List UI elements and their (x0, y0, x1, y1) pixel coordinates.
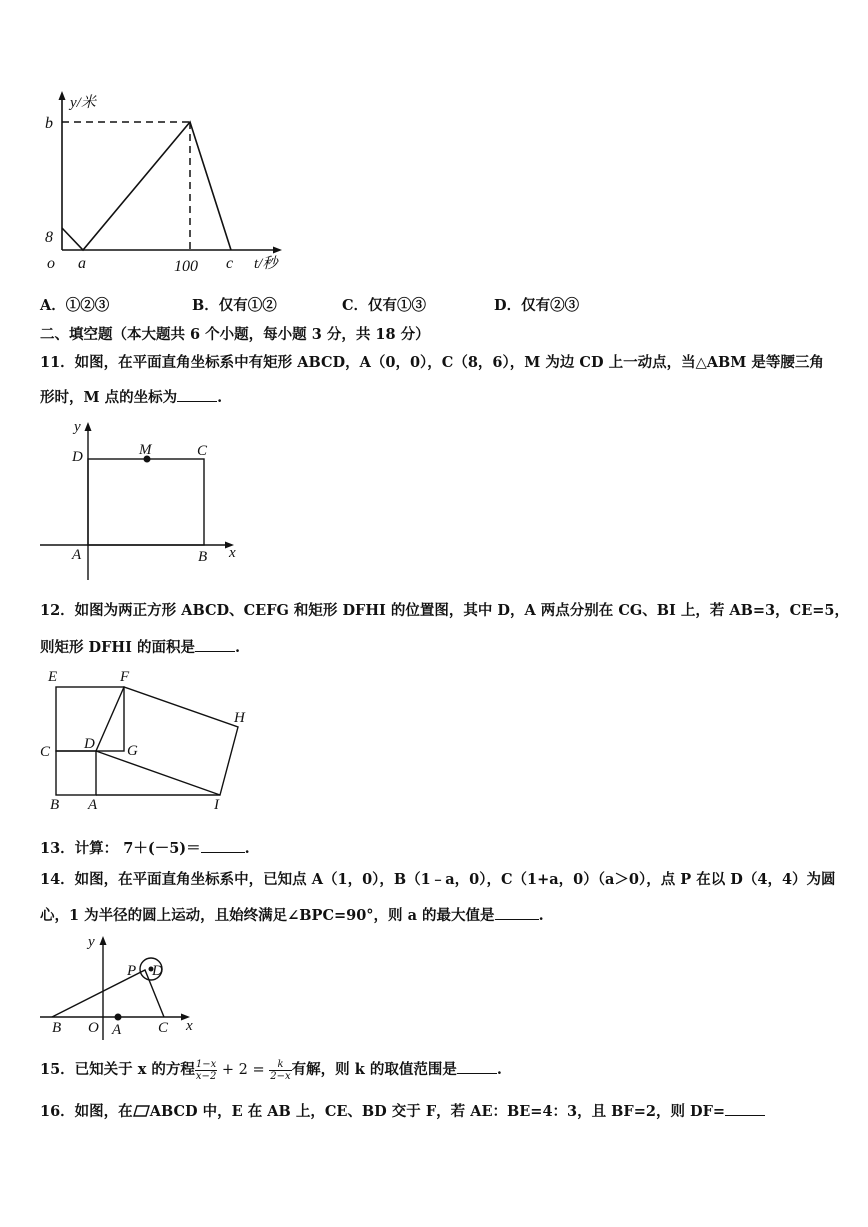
tick-8: 8 (45, 229, 53, 246)
q14-label-a: A (112, 1022, 122, 1038)
x-axis-arrow (273, 247, 282, 254)
q12-figure (30, 663, 260, 818)
q16-prefix: 16．如图，在 (40, 1103, 133, 1120)
square-abcd (56, 751, 96, 795)
q14-label-b: B (52, 1020, 62, 1036)
q14-label-y: y (88, 934, 95, 950)
q12-line2-text: 则矩形 DFHI 的面积是 (40, 639, 195, 656)
y-axis-label: y/米 (70, 95, 96, 111)
q13-end: . (244, 840, 250, 857)
q11-label-c: C (197, 443, 208, 459)
q12-label-g: G (127, 743, 138, 759)
q11-label-d: D (72, 449, 83, 465)
q11-line2 (40, 386, 222, 408)
q12-label-c: C (40, 744, 51, 760)
y-axis-arrow (59, 91, 66, 100)
q14-answer-blank (495, 904, 539, 920)
q11-line2-text: 形时，M 点的坐标为 (40, 389, 178, 406)
graph-line (62, 122, 231, 250)
q15-answer-blank (457, 1058, 497, 1074)
triangle-bpc (52, 970, 164, 1017)
option-c: C．仅有①③ (342, 297, 427, 314)
q14-figure (30, 930, 210, 1042)
q16-answer-blank (725, 1100, 765, 1116)
tick-100: 100 (174, 258, 198, 275)
q12-line2 (40, 636, 240, 658)
q15-end: . (496, 1061, 502, 1078)
q14-label-o: O (88, 1020, 99, 1036)
q16-rest: ABCD 中，E 在 AB 上，CE、BD 交于 F，若 AE：BE=4：3，且 BF=2，则 DF= (149, 1103, 726, 1120)
q12-label-i: I (214, 797, 219, 813)
fraction-1-numerator: 1−x (195, 1058, 217, 1070)
q11-label-b: B (198, 549, 208, 565)
q11-label-m: M (139, 442, 152, 458)
rectangle-abcd (88, 459, 204, 545)
q12-label-b: B (50, 797, 60, 813)
origin-label: o (47, 255, 55, 272)
q16-line (40, 1100, 765, 1122)
q11-answer-blank (177, 386, 217, 402)
q14-line2 (40, 904, 544, 926)
q11-end: . (217, 389, 223, 406)
option-a: A．①②③ (40, 297, 110, 314)
q11-line1: 11．如图，在平面直角坐标系中有矩形 ABCD，A（0，0），C（8，6），M 为边 CD 上一动点，当△ABM 是等腰三角 (40, 354, 824, 371)
q11-y-arrow (85, 422, 92, 431)
q12-label-f: F (120, 669, 130, 685)
q14-y-arrow (100, 936, 107, 945)
point-a (115, 1014, 122, 1021)
q12-label-a: A (88, 797, 98, 813)
q14-line1: 14．如图，在平面直角坐标系中，已知点 A（1，0），B（1﹣a，0），C（1+a，0）（a＞0），点 P 在以 D（4，4）为圆 (40, 871, 836, 888)
q12-end: . (234, 639, 241, 656)
tick-a: a (78, 255, 86, 272)
q12-line1: 12．如图为两正方形 ABCD、CEFG 和矩形 DFHI 的位置图，其中 D，A 两点分别在 CG、BI 上，若 AB=3，CE=5， (40, 602, 849, 619)
q13-expression: 7＋(－5)＝ (123, 840, 201, 857)
q15-middle: + 2 = (217, 1062, 270, 1078)
q11-figure (30, 415, 260, 590)
tick-c: c (226, 255, 234, 272)
option-b: B．仅有①② (192, 297, 277, 314)
fraction-2-numerator: k (269, 1059, 291, 1071)
x-axis-label: t/秒 (254, 256, 278, 272)
q13-line (40, 837, 250, 859)
fraction-2-denominator: 2−x (270, 1070, 291, 1082)
q15-prefix: 15．已知关于 x 的方程 (40, 1061, 195, 1078)
q12-label-h: H (234, 710, 245, 726)
q12-label-e: E (48, 669, 58, 685)
q13-prefix: 13．计算： (40, 840, 119, 857)
fraction-1 (195, 1059, 217, 1082)
fraction-1-denominator: x−2 (195, 1070, 217, 1082)
q14-label-d: D (152, 963, 163, 979)
distance-time-graph (30, 85, 300, 285)
q12-answer-blank (195, 636, 235, 652)
option-d: D．仅有②③ (494, 297, 580, 314)
q11-label-x: x (229, 545, 236, 561)
q14-end: . (538, 907, 544, 924)
q15-suffix: 有解，则 k 的取值范围是 (291, 1061, 457, 1078)
q11-label-a: A (72, 547, 82, 563)
q13-answer-blank (201, 837, 245, 853)
q14-label-p: P (127, 963, 137, 979)
section-heading: 二、填空题（本大题共 6 个小题，每小题 3 分，共 18 分） (40, 326, 430, 343)
q14-label-x: x (186, 1018, 193, 1034)
rectangle-dfhi (96, 687, 238, 795)
fraction-2 (269, 1059, 291, 1082)
q15-line (40, 1058, 502, 1082)
q14-line2-text: 心，1 为半径的圆上运动，且始终满足∠BPC=90°，则 a 的最大值是 (40, 907, 495, 924)
q14-label-c: C (158, 1020, 169, 1036)
tick-b: b (45, 115, 53, 132)
q11-label-y: y (74, 419, 81, 435)
q12-label-d: D (84, 736, 95, 752)
parallelogram-icon (133, 1105, 150, 1117)
